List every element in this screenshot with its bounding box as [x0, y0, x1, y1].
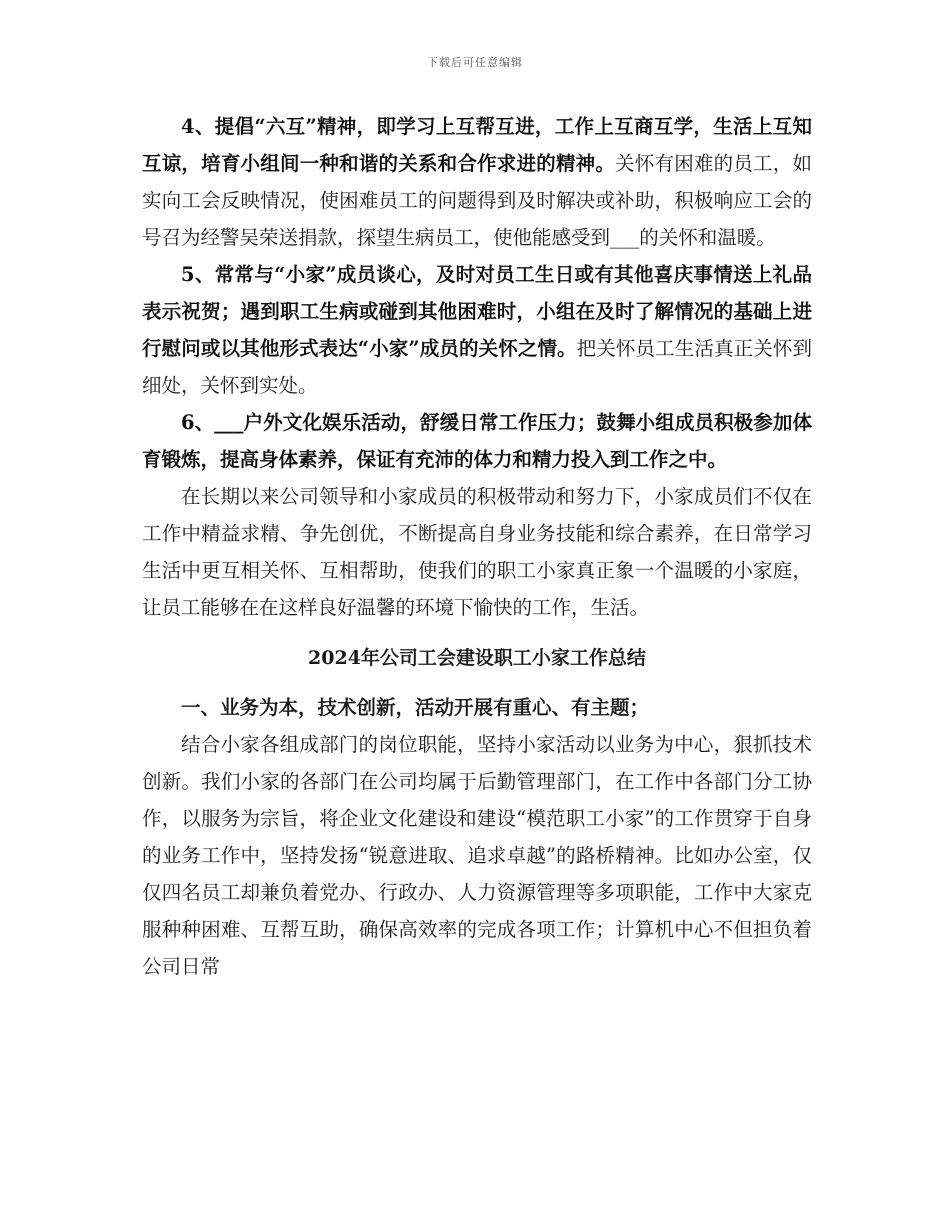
paragraph-normal-text: 把关怀员工生活真正关怀到细处，关怀到实处。	[142, 337, 812, 397]
paragraph-item-5	[142, 256, 812, 404]
section-body: 结合小家各组成部门的岗位职能，坚持小家活动以业务为中心，狠抓技术创新。我们小家的各部门在公司均属于后勤管理部门，在工作中各部门分工协作，以服务为宗旨，将企业文化建设和建设“模范职工小家”的工作贯穿于自身的业务工作中，坚持发扬“锐意进取、追求卓越”的路桥精神。比如办公室，仅仅四名员工却兼负着党办、行政办、人力资源管理等多项职能，工作中大家克服种种困难、互帮互助，确保高效率的完成各项工作；计算机中心不但担负着公司日常	[142, 733, 812, 978]
paragraph-normal-text: 关怀有困难的员工，如实向工会反映情况，使困难员工的问题得到及时解决或补助，积极响应工会的号召为经警吴荣送捐款，探望生病员工，使他能感受到___的关怀和温暖。	[142, 152, 812, 249]
paragraph-bold-text: 6、___户外文化娱乐活动，舒缓日常工作压力；鼓舞小组成员积极参加体育锻炼，提高身体素养，保证有充沛的体力和精力投入到工作之中。	[142, 411, 812, 471]
page-header-note: 下载后可任意编辑	[427, 56, 523, 69]
section-heading: 一、业务为本，技术创新，活动开展有重心、有主题；	[181, 696, 650, 719]
document-title: 2024年公司工会建设职工小家工作总结	[308, 647, 646, 669]
paragraph-item-6	[142, 404, 812, 478]
paragraph-bold-text: 4、提倡“六互”精神，即学习上互帮互进，工作上互商互学，生活上互知互谅，培育小组间一种和谐的关系和合作求进的精神。	[142, 115, 812, 175]
paragraph-item-4	[142, 108, 812, 256]
document-body	[142, 108, 812, 985]
paragraph-bold-text: 5、常常与“小家”成员谈心，及时对员工生日或有其他喜庆事情送上礼品表示祝贺；遇到职工生病或碰到其他困难时，小组在及时了解情况的基础上进行慰问或以其他形式表达“小家”成员的关怀之情。	[142, 263, 812, 360]
paragraph-normal-text: 在长期以来公司领导和小家成员的积极带动和努力下，小家成员们不仅在工作中精益求精、争先创优，不断提高自身业务技能和综合素养，在日常学习生活中更互相关怀、互相帮助，使我们的职工小家真正象一个温暖的小家庭，让员工能够在在这样良好温馨的环境下愉快的工作，生活。	[142, 485, 812, 619]
paragraph-summary	[142, 478, 812, 626]
